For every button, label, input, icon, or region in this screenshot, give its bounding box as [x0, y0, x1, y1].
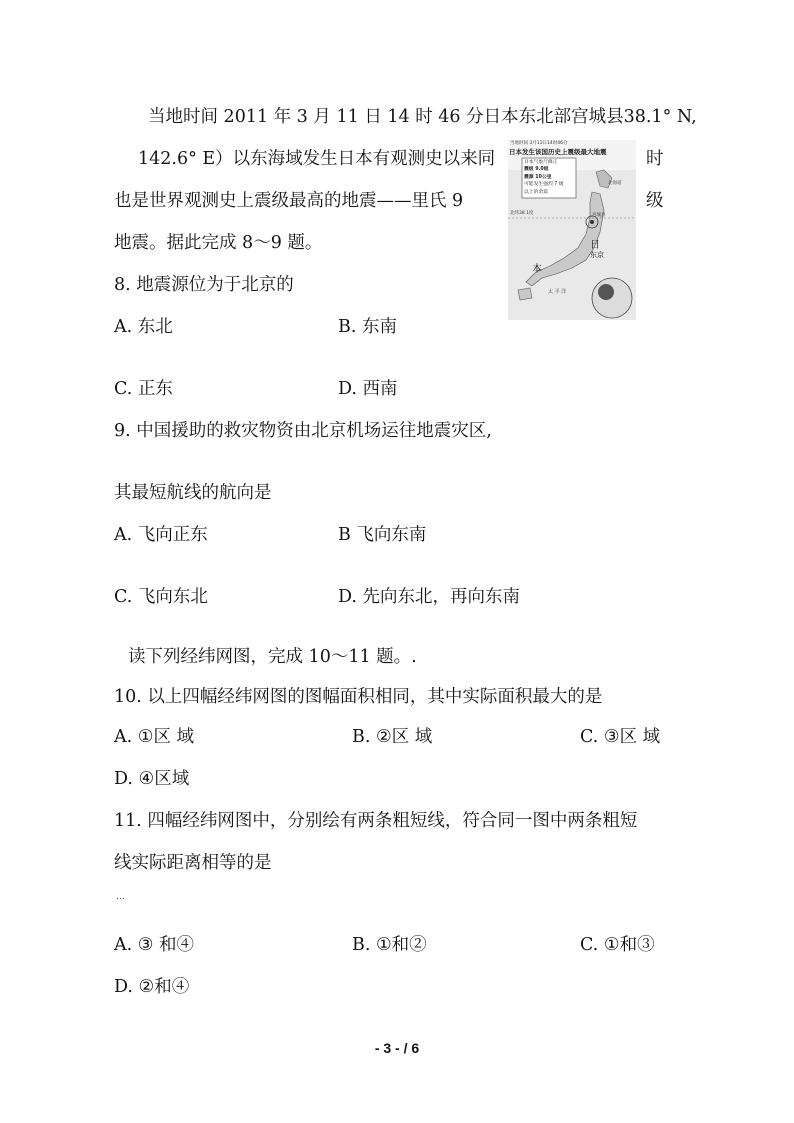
intro-line-3b: 级 [646, 191, 664, 211]
info-line: 可能发生强烈 7 级 [524, 182, 564, 188]
page-number: - 3 - / 6 [374, 1040, 420, 1056]
q8-option-d: D. 西南 [338, 379, 398, 399]
figure-label-ri: 日 [590, 240, 600, 251]
q10-option-c: C. ③区 域 [580, 727, 661, 747]
q11-option-c: C. ①和③ [580, 935, 655, 955]
info-line: 以上的余震 [524, 189, 548, 195]
q9-option-a: A. 飞向正东 [114, 525, 208, 545]
instruction-text: 读下列经纬网图，完成 10～11 题。. [128, 647, 417, 667]
intro-line-4: 地震。据此完成 8～9 题。 [114, 233, 323, 253]
question-8-stem: 8. 地震源位为于北京的 [114, 275, 294, 295]
info-line: 震级 9.0级 [524, 167, 549, 173]
figure-label-sea: 太 平 洋 [548, 289, 567, 295]
figure-caption-title: 日本发生该国历史上震级最大地震 [509, 148, 607, 156]
q9-option-b: B 飞向东南 [338, 525, 427, 545]
figure-label-region: 宫城县 [592, 213, 606, 218]
figure-label-ben: 本 [532, 264, 542, 275]
q9-option-d: D. 先向东北，再向东南 [338, 587, 521, 607]
info-line: 日本气象厅修正 [524, 160, 558, 165]
figure-label-tokyo: 东京 [590, 251, 604, 259]
intro-line-2a: 142.6° E）以东海域发生日本有观测史以来同 [138, 149, 496, 169]
question-9-stem: 9. 中国援助的救灾物资由北京机场运往地震灾区, [114, 421, 492, 441]
figure-caption-small: 当地时间 3月11日14时46分 [510, 141, 568, 146]
figure-info-box [524, 159, 564, 196]
q10-option-b: B. ②区 域 [352, 727, 433, 747]
question-11-stem-1: 11. 四幅经纬网图中，分别绘有两条粗短线，符合同一图中两条粗短 [114, 811, 638, 831]
q10-option-d: D. ④区域 [114, 769, 190, 789]
q11-option-b: B. ①和② [352, 935, 427, 955]
intro-line-1: 当地时间 2011 年 3 月 11 日 14 时 46 分日本东北部宫城县38.1° N, [148, 107, 697, 127]
ellipsis-mark: … [116, 892, 125, 902]
q11-option-d: D. ②和④ [114, 977, 190, 997]
figure-label-lat: 北纬38.1度 [510, 211, 534, 216]
japan-earthquake-map [508, 140, 636, 320]
question-10-stem: 10. 以上四幅经纬网图的图幅面积相同，其中实际面积最大的是 [114, 687, 603, 707]
q8-option-b: B. 东南 [338, 317, 397, 337]
q11-option-a: A. ③ 和④ [114, 935, 195, 955]
info-line: 震源 10公里 [524, 174, 552, 180]
intro-line-3a: 也是世界观测史上震级最高的地震——里氏 9 [114, 191, 464, 211]
q10-option-a: A. ①区 域 [114, 727, 195, 747]
q9-option-c: C. 飞向东北 [114, 587, 208, 607]
intro-line-2b: 时 [646, 149, 664, 169]
q8-option-c: C. 正东 [114, 379, 173, 399]
figure-label-north: 北海道 [608, 181, 622, 186]
question-11-stem-2: 线实际距离相等的是 [114, 853, 272, 873]
q8-option-a: A. 东北 [114, 317, 173, 337]
question-9-stem-2: 其最短航线的航向是 [114, 483, 272, 503]
